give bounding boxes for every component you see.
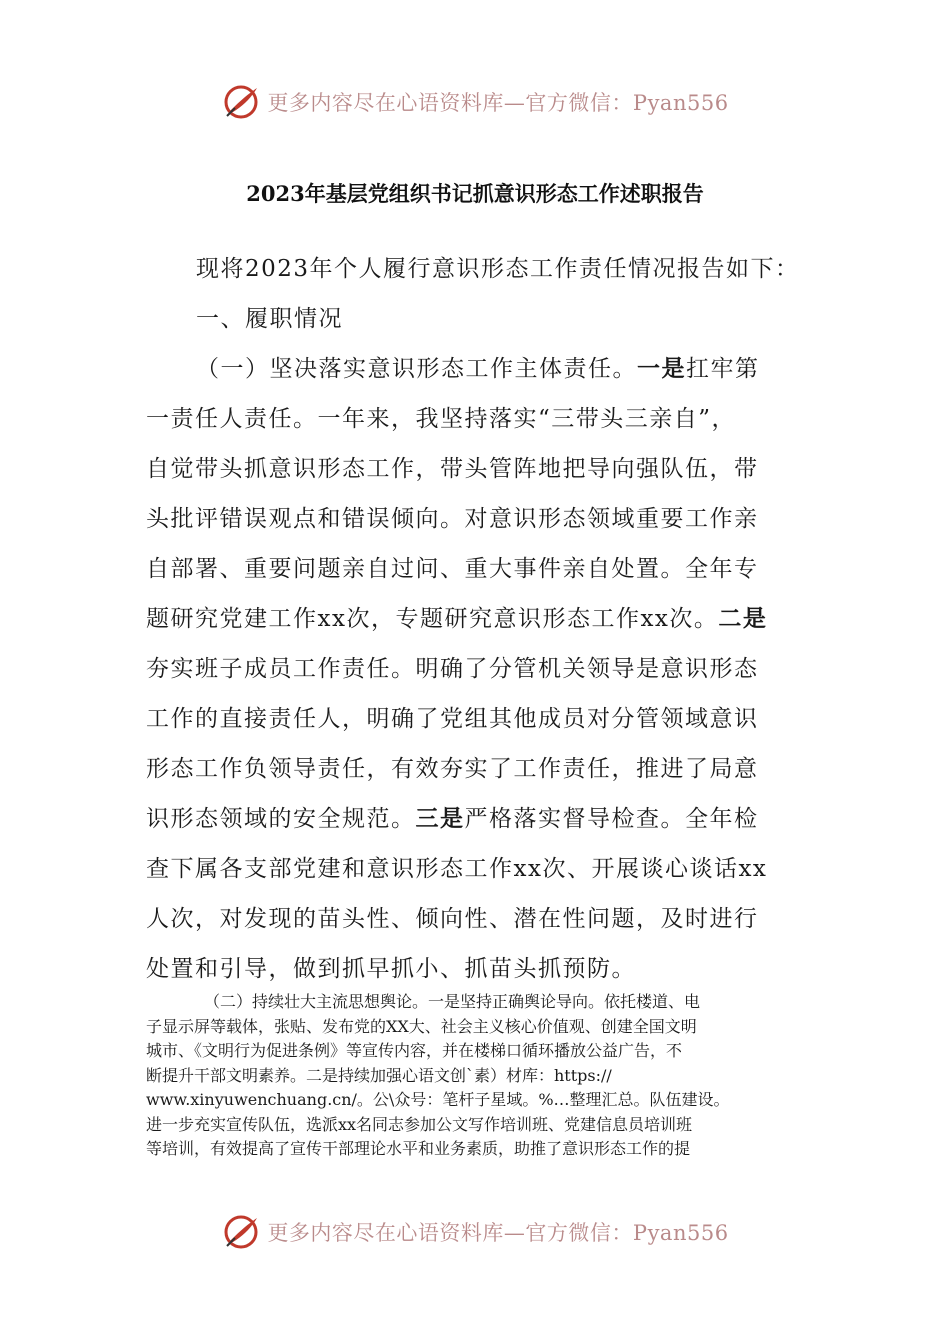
section-heading: 一、履职情况 [196, 306, 343, 332]
quill-logo-icon [221, 1212, 261, 1252]
paragraph-line: 处置和引导，做到抓早抓小、抓苗头抓预防。 [146, 956, 636, 982]
paragraph-1 [146, 344, 806, 994]
paragraph-line: 自觉带头抓意识形态工作，带头管阵地把导向强队伍，带 [146, 456, 759, 482]
paragraph-line: 识形态领域的安全规范。三是严格落实督导检查。全年检 [146, 805, 759, 832]
paragraph-line: 题研究党建工作xx次，专题研究意识形态工作xx次。二是 [146, 605, 768, 632]
paragraph-line: 头批评错误观点和错误倾向。对意识形态领域重要工作亲 [146, 506, 759, 532]
paragraph-line: 断提升干部文明素养。二是持续加强心语文创`素）材库：https:// [146, 1065, 612, 1085]
document-body [146, 244, 806, 994]
paragraph-line: 一责任人责任。一年来，我坚持落实“三带头三亲自”， [146, 406, 737, 432]
header-watermark-banner [0, 80, 950, 124]
paragraph-line: 查下属各支部党建和意识形态工作xx次、开展谈心谈话xx [146, 856, 768, 882]
quill-logo-icon [221, 82, 261, 122]
intro-paragraph: 现将2023年个人履行意识形态工作责任情况报告如下： [196, 256, 800, 282]
footer-watermark-banner [0, 1210, 950, 1254]
paragraph-line: 进一步充实宣传队伍，选派xx名同志参加公文写作培训班、党建信息员培训班 [146, 1114, 693, 1134]
paragraph-line: （二）持续壮大主流思想舆论。一是坚持正确舆论导向。依托楼道、电 [204, 992, 701, 1011]
paragraph-line: www.xinyuwenchuang.cn/。公\众号：笔杆子星域。%…整理汇总。队伍建设。 [146, 1090, 730, 1109]
document-title: 2023年基层党组织书记抓意识形态工作述职报告 [246, 181, 704, 206]
paragraph-line: 子显示屏等载体，张贴、发布党的XX大、社会主义核心价值观、创建全国文明 [146, 1016, 697, 1036]
paragraph-line: 工作的直接责任人，明确了党组其他成员对分管领域意识 [146, 706, 759, 732]
banner-text: 更多内容尽在心语资料库—官方微信：Pyan556 [267, 91, 729, 115]
paragraph-line: 城市、《文明行为促进条例》等宣传内容，并在楼梯口循环播放公益广告，不 [146, 1041, 683, 1060]
paragraph-line: 等培训，有效提高了宣传干部理论水平和业务素质，助推了意识形态工作的提 [146, 1139, 691, 1158]
paragraph-line: 形态工作负领导责任，有效夯实了工作责任，推进了局意 [146, 756, 759, 782]
paragraph-line: 夯实班子成员工作责任。明确了分管机关领导是意识形态 [146, 656, 759, 682]
paragraph-line: 人次，对发现的苗头性、倾向性、潜在性问题，及时进行 [146, 906, 759, 932]
paragraph-2 [146, 990, 806, 1162]
paragraph-line: （一）坚决落实意识形态工作主体责任。一是扛牢第 [196, 355, 760, 382]
paragraph-line: 自部署、重要问题亲自过问、重大事件亲自处置。全年专 [146, 556, 759, 582]
banner-text: 更多内容尽在心语资料库—官方微信：Pyan556 [267, 1221, 729, 1245]
